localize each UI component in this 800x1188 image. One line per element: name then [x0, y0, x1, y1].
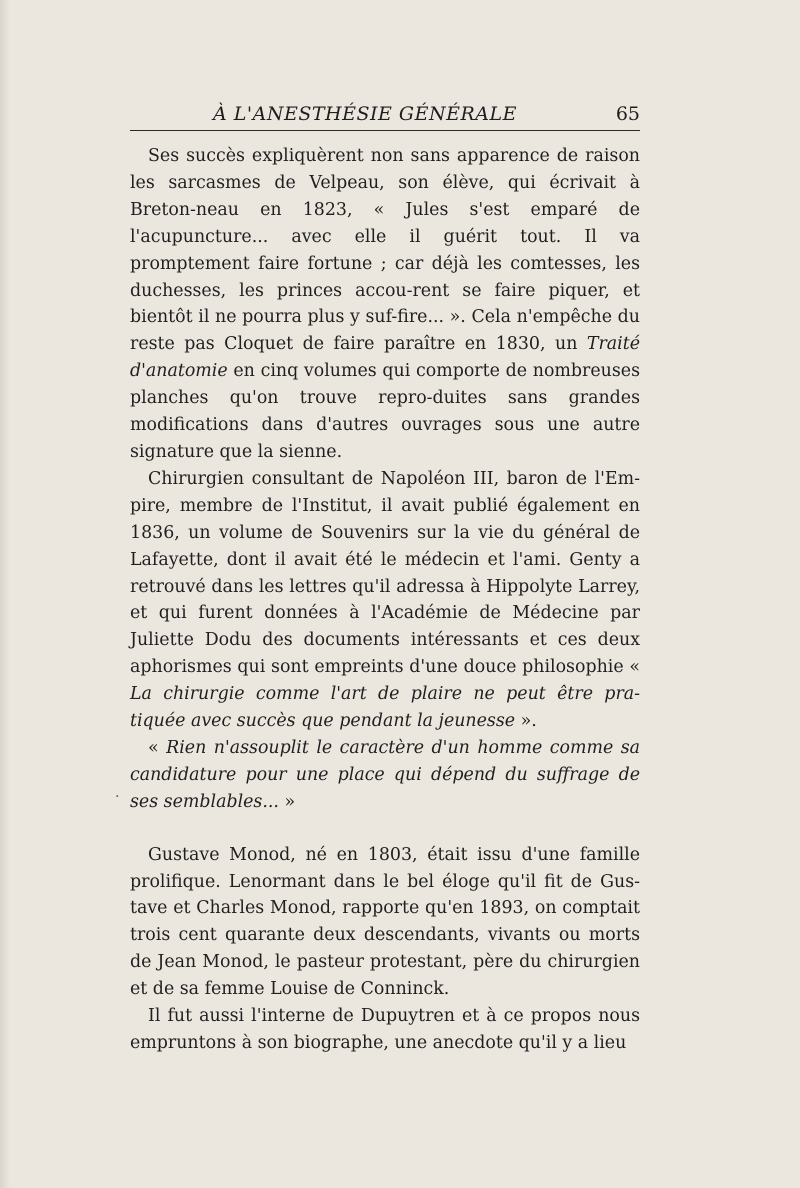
running-title: À L'ANESTHÉSIE GÉNÉRALE	[213, 103, 517, 125]
paragraph-gustave-monod	[130, 842, 640, 1003]
page-number: 65	[615, 103, 640, 125]
italic-run: La chirurgie comme l'art de plaire ne peut être pra-tiquée avec succès que pendant la jeunesse	[130, 684, 640, 732]
page-gutter-shadow	[0, 0, 10, 1188]
text-run: «	[148, 737, 167, 758]
margin-speck: .	[115, 785, 120, 801]
text-run: en cinq volumes qui comporte de nombreuses planches qu'on trouve repro-duites sans grandes modifications dans d'autres ouvrages sous une autre signature que la sienne.	[130, 361, 640, 462]
paragraph-dupuytren-anecdote	[130, 1003, 640, 1057]
text-run: »	[278, 791, 296, 812]
running-header	[130, 100, 640, 130]
header-rule	[130, 130, 640, 131]
paragraph-cloquet-acupuncture	[130, 143, 640, 466]
text-run: Chirurgien consultant de Napoléon III, baron de l'Em-pire, membre de l'Institut, il avait publié également en 1836, un volume de Souvenirs sur la vie du général de Lafayette, dont il avait été le médecin et l'ami. Genty a retrouvé dans les lettres qu'il adressa à Hippolyte Larrey, et qui furent données à l'Académie de Médecine par Juliette Dodu des documents intéressants et ces deux aphorismes qui sont empreints d'une douce philosophie «	[130, 468, 640, 678]
italic-run: Traité d'anatomie	[130, 334, 640, 382]
text-run: Ses succès expliquèrent non sans apparence de raison les sarcasmes de Velpeau, son élève, qui écrivait à Breton-neau en 1823, « Jules s'est emparé de l'acupuncture... avec elle il guérit tout. Il va promptement faire fortune ; car déjà les comtesses, les duchesses, les princes accou-rent se faire piquer, et bientôt il ne pourra plus y suf-fire... ». Cela n'empêche du reste pas Cloquet de faire paraître en 1830, un	[130, 146, 640, 355]
text-run: Il fut aussi l'interne de Dupuytren et à ce propos nous empruntons à son biographe, une anecdote qu'il y a lieu	[130, 1006, 640, 1053]
paragraph-aphorism-candidature	[130, 735, 640, 816]
italic-run: Rien n'assouplit le caractère d'un homme comme sa candidature pour une place qui dépend du suffrage de ses semblables...	[130, 737, 640, 812]
text-run: ».	[515, 711, 537, 732]
paragraph-chirurgien-consultant	[130, 466, 640, 735]
text-run: Gustave Monod, né en 1803, était issu d'une famille prolifique. Lenormant dans le bel éloge qu'il fit de Gus-tave et Charles Monod, rapporte qu'en 1893, on comptait trois cent quarante deux descendants, vivants ou morts de Jean Monod, le pasteur protestant, père du chirurgien et de sa femme Louise de Conninck.	[130, 844, 640, 1000]
body-text	[130, 143, 640, 1057]
